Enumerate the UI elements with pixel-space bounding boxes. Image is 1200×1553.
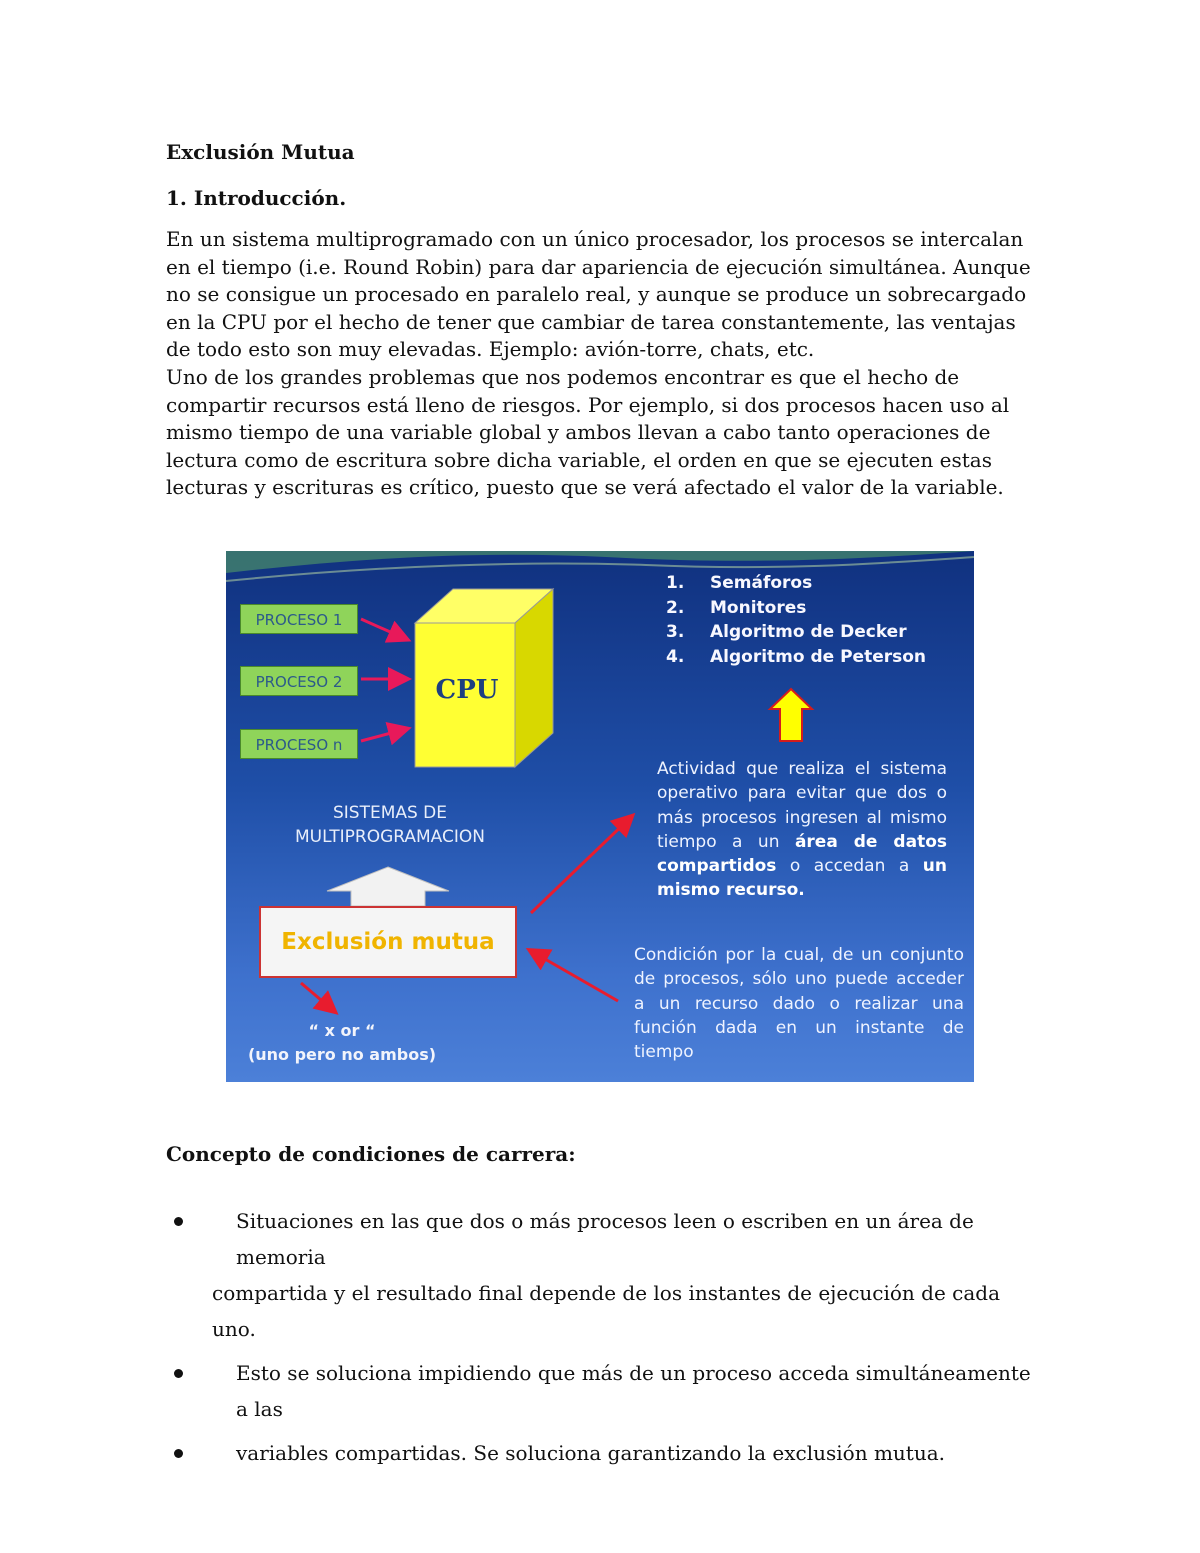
mutual-exclusion-slide	[226, 551, 974, 1082]
activity-definition	[657, 757, 947, 903]
exclusion-mutua-box	[259, 906, 517, 978]
activity-bold-1: área de datos compartidos	[657, 831, 947, 877]
process-2-box: PROCESO 2	[240, 666, 358, 696]
document-title: Exclusión Mutua	[166, 140, 355, 164]
activity-bold-2: un mismo recurso.	[657, 856, 947, 901]
solution-item	[666, 596, 926, 621]
process-1-box: PROCESO 1	[240, 604, 358, 634]
solution-number: 2.	[666, 597, 685, 618]
bullet-text: Esto se soluciona impidiendo que más de un proceso acceda simultáneamente a las	[236, 1361, 1031, 1421]
white-up-arrow	[327, 867, 449, 906]
solution-item	[666, 645, 926, 670]
solutions-list	[666, 571, 926, 669]
race-condition-list	[166, 1203, 1046, 1479]
xor-line-1: “ x or “	[308, 1021, 376, 1040]
list-item	[166, 1203, 1046, 1347]
arrow-exclusion-xor	[301, 983, 334, 1011]
exclusion-mutua-label: Exclusión mutua	[281, 929, 495, 955]
sistemas-line-2: MULTIPROGRAMACION	[295, 827, 485, 847]
list-item	[166, 1355, 1046, 1427]
bullet-icon	[174, 1449, 183, 1458]
sistemas-line-1: SISTEMAS DE	[332, 803, 448, 823]
sistemas-multiprogramacion-label	[270, 801, 510, 849]
solution-label: Semáforos	[710, 573, 813, 593]
solution-label: Algoritmo de Peterson	[710, 646, 927, 667]
bullet-text: variables compartidas. Se soluciona garantizando la exclusión mutua.	[236, 1441, 945, 1465]
solution-label: Algoritmo de Decker	[710, 622, 907, 642]
solution-label: Monitores	[710, 597, 807, 618]
solution-number: 1.	[666, 573, 685, 593]
solution-item	[666, 620, 926, 645]
bullet-icon	[174, 1217, 183, 1226]
process-n-box: PROCESO n	[240, 729, 358, 759]
bullet-icon	[174, 1369, 183, 1378]
bullet-text: Situaciones en las que dos o más procesos leen o escriben en un área de memoria	[236, 1209, 974, 1269]
arrow-processn-cpu	[361, 729, 406, 741]
arrow-exclusion-activity	[531, 817, 631, 913]
section-heading-introduccion: 1. Introducción.	[166, 186, 347, 210]
intro-paragraph-2: Uno de los grandes problemas que nos podemos encontrar es que el hecho de compartir recursos está lleno de riesgos. Por ejemplo, si dos procesos hacen uso al mismo tiempo de una variable global y ambos llevan a cabo tanto operaciones de lectura como de escritura sobre dicha variable, el orden en que se ejecuten estas lecturas y escrituras es crítico, puesto que se verá afectado el valor de la variable.	[166, 364, 1010, 500]
solution-item	[666, 571, 926, 596]
bullet-continuation: compartida y el resultado final depende de los instantes de ejecución de cada uno.	[212, 1281, 1001, 1341]
activity-text-2: o accedan a	[776, 856, 923, 877]
solution-number: 3.	[666, 622, 685, 642]
xor-caption	[242, 1019, 442, 1067]
activity-text-1: Actividad que realiza el sistema operativo para evitar que dos o más procesos ingresen al mismo tiempo a un	[657, 759, 947, 852]
solution-number: 4.	[666, 646, 685, 667]
arrow-process1-cpu	[361, 619, 406, 639]
condition-definition: Condición por la cual, de un conjunto de procesos, sólo uno puede acceder a un recurso dado o realizar una función dada en un instante de tiempo	[634, 945, 964, 1063]
cpu-label: CPU	[435, 675, 499, 705]
xor-line-2: (uno pero no ambos)	[247, 1045, 437, 1064]
arrow-condition-exclusion	[531, 951, 618, 1001]
wave-decoration	[226, 551, 974, 573]
concept-heading: Concepto de condiciones de carrera:	[166, 1142, 576, 1166]
intro-paragraph-1: En un sistema multiprogramado con un único procesador, los procesos se intercalan en el tiempo (i.e. Round Robin) para dar apariencia de ejecución simultánea. Aunque no se consigue un procesado en paralelo real, y aunque se produce un sobrecargado en la CPU por el hecho de tener que cambiar de tarea constantemente, las ventajas de todo esto son muy elevadas. Ejemplo: avión-torre, chats, etc.	[166, 227, 1031, 362]
intro-text	[166, 226, 1046, 502]
list-item	[166, 1435, 1046, 1471]
